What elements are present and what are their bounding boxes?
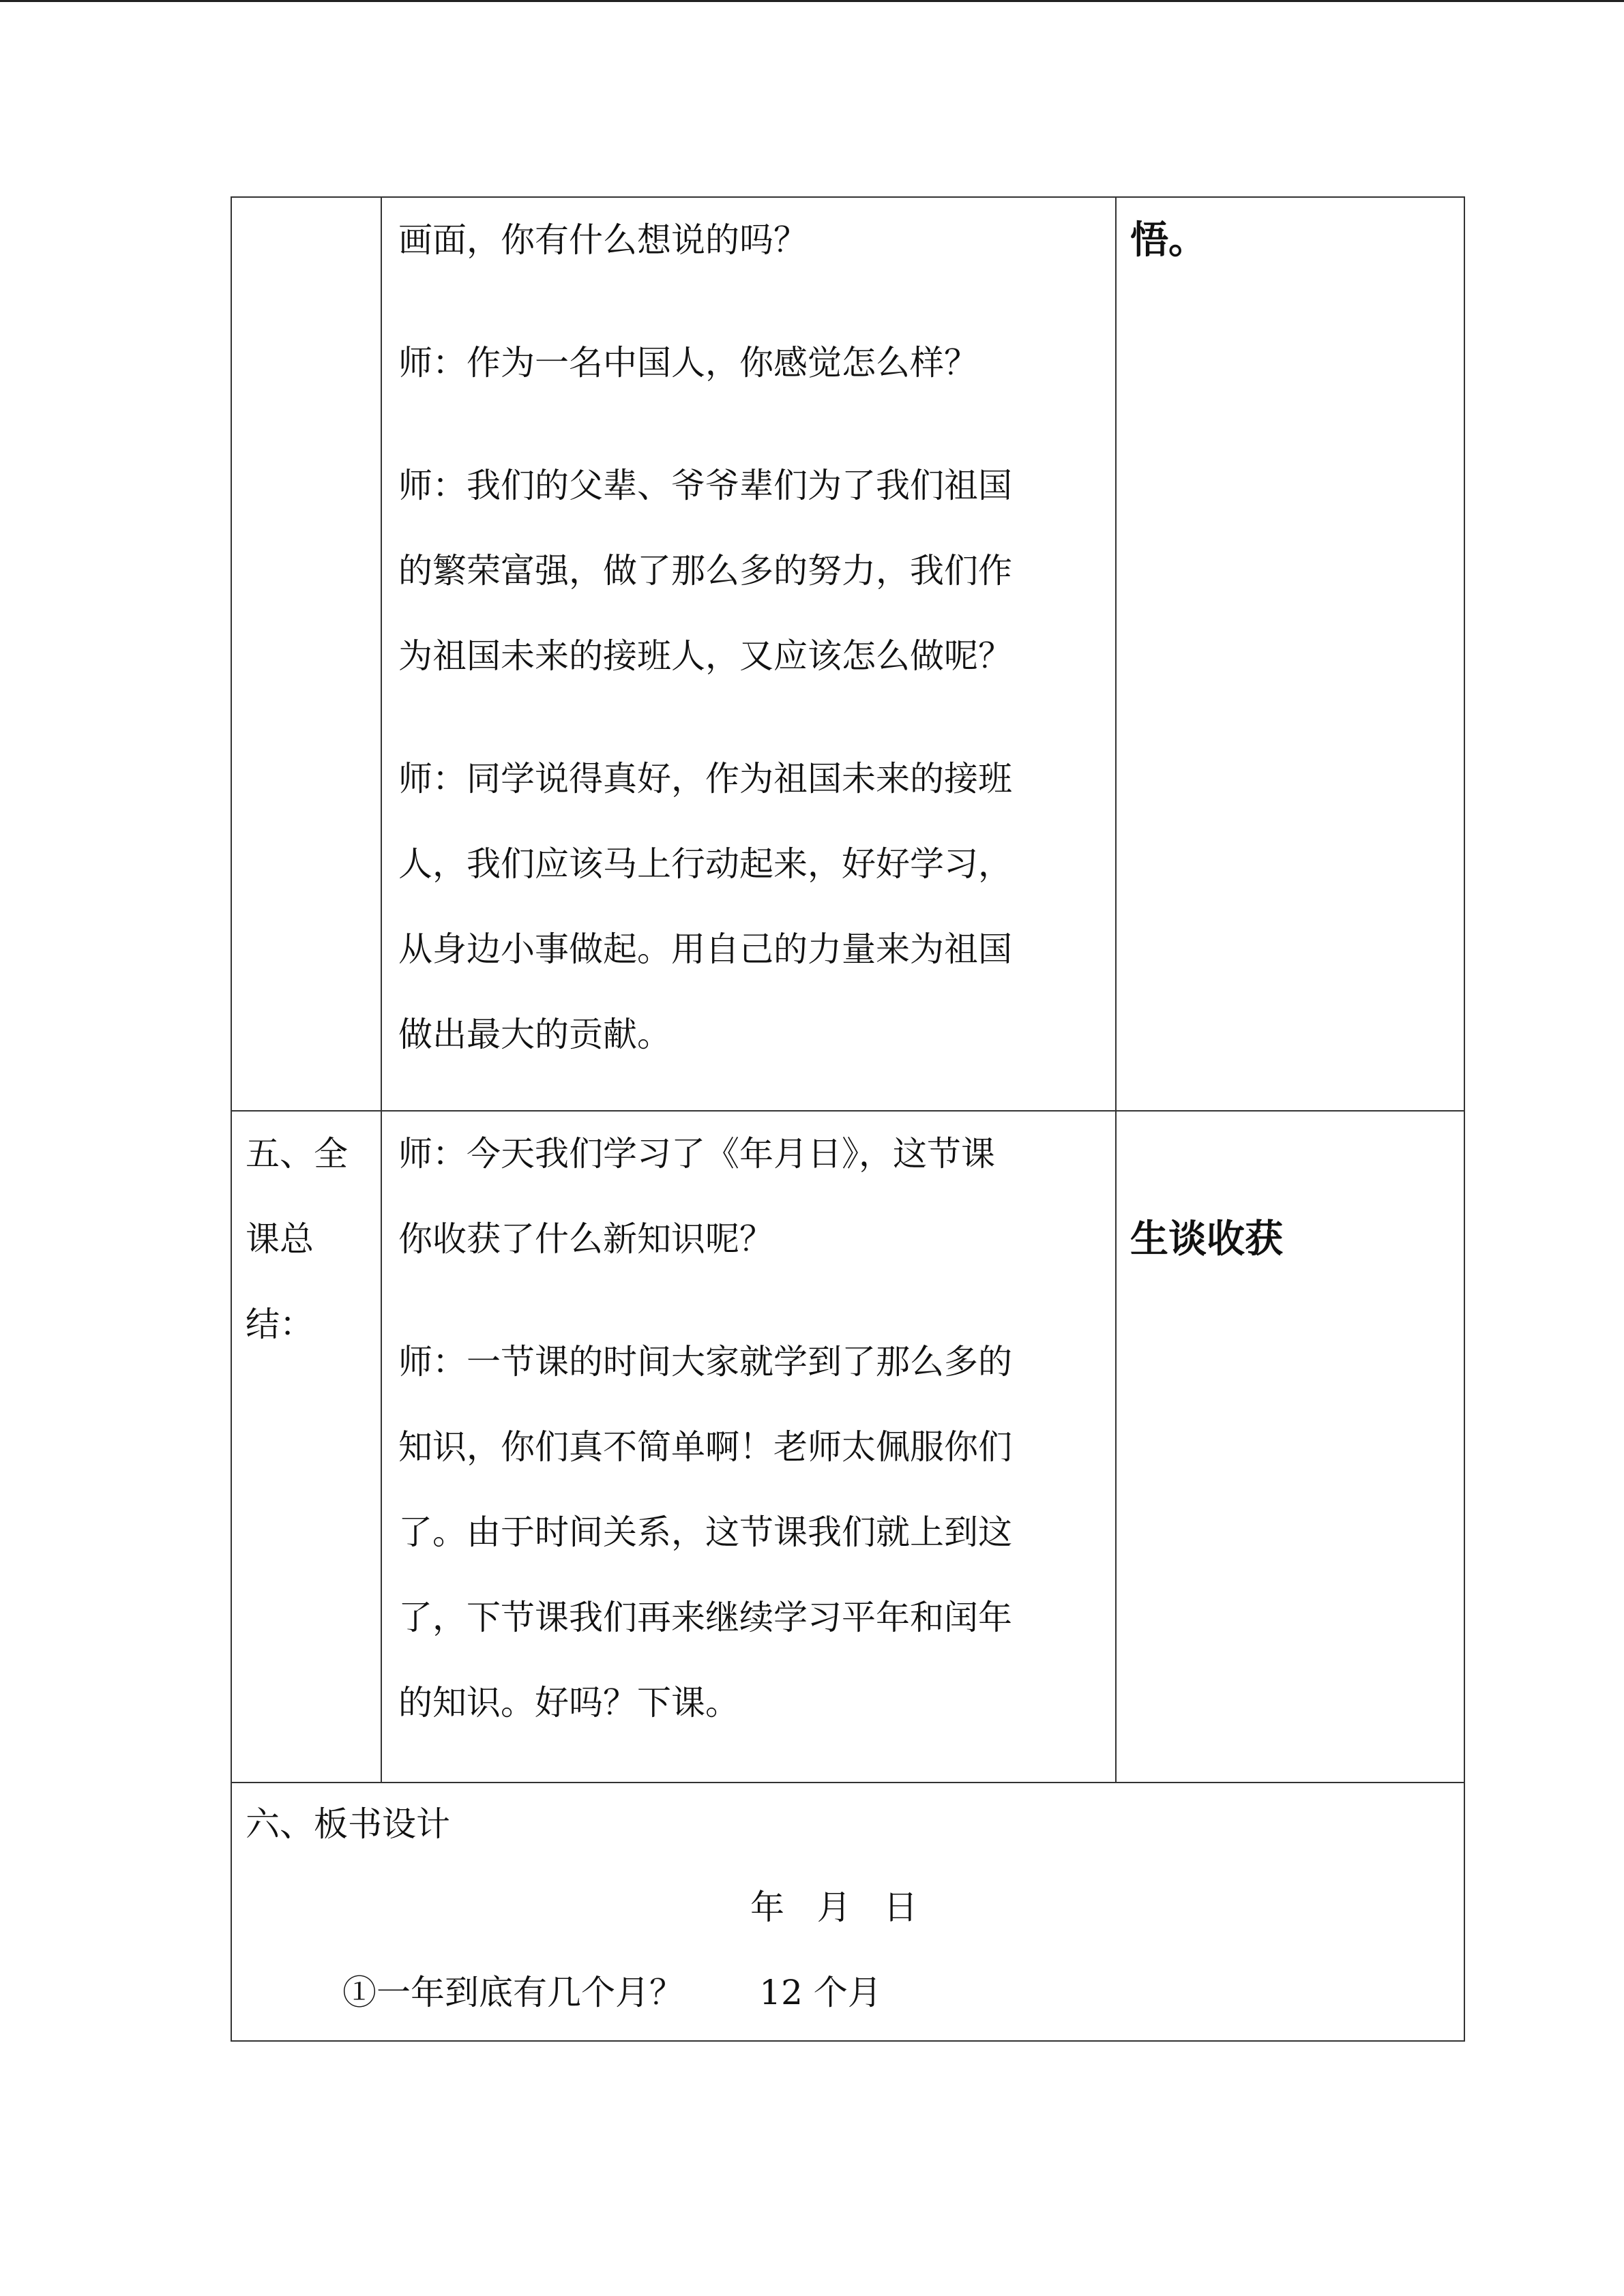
page-top-border [0,0,1624,2]
text-line: 做出最大的贡献。 [398,1015,671,1054]
text-line: 师：作为一名中国人，你感觉怎么样？ [398,343,978,383]
text-line: 的知识。好吗？下课。 [398,1683,739,1723]
text-line: 师：今天我们学习了《年月日》，这节课 [398,1134,995,1174]
text-line: 画面，你有什么想说的吗？ [398,220,808,260]
content-cell [381,1111,1116,1783]
lesson-plan-table [231,196,1465,2042]
text-line: 人，我们应该马上行动起来，好好学习， [398,844,1012,884]
note-text: 悟。 [1130,218,1207,263]
step-cell [231,197,381,1111]
text-line: 的繁荣富强，做了那么多的努力，我们作 [398,551,1012,591]
note-cell [1116,197,1464,1111]
note-text: 生谈收获 [1130,1217,1283,1262]
step-label-line: 课总 [246,1219,314,1259]
board-title: 六、板书设计 [246,1804,450,1844]
text-line: 你收获了什么新知识呢？ [398,1219,773,1259]
text-line: 了，下节课我们再来继续学习平年和闰年 [398,1598,1012,1637]
board-design-row [231,1783,1464,2041]
step-cell [231,1111,381,1783]
text-line: 知识，你们真不简单啊！老师太佩服你们 [398,1427,1012,1467]
board-heading: 年 月 日 [750,1888,918,1927]
content-cell [381,197,1116,1111]
table-row [231,197,1464,1111]
text-line: 了。由于时间关系，这节课我们就上到这 [398,1512,1012,1552]
board-answer: 12 个月 [759,1973,882,2012]
board-question: ①一年到底有几个月？ [342,1973,683,2012]
note-cell [1116,1111,1464,1783]
board-design-cell [231,1783,1464,2041]
board-line [232,1950,1464,2036]
text-line: 为祖国未来的接班人，又应该怎么做呢？ [398,636,1012,676]
text-line: 师：我们的父辈、爷爷辈们为了我们祖国 [398,466,1012,505]
text-line: 师：一节课的时间大家就学到了那么多的 [398,1342,1012,1382]
text-line: 从身边小事做起。用自己的力量来为祖国 [398,929,1012,969]
text-line: 师：同学说得真好，作为祖国未来的接班 [398,759,1012,799]
step-label-line: 结： [246,1304,314,1344]
table-row [231,1111,1464,1783]
step-label-line: 五、全 [246,1134,348,1174]
